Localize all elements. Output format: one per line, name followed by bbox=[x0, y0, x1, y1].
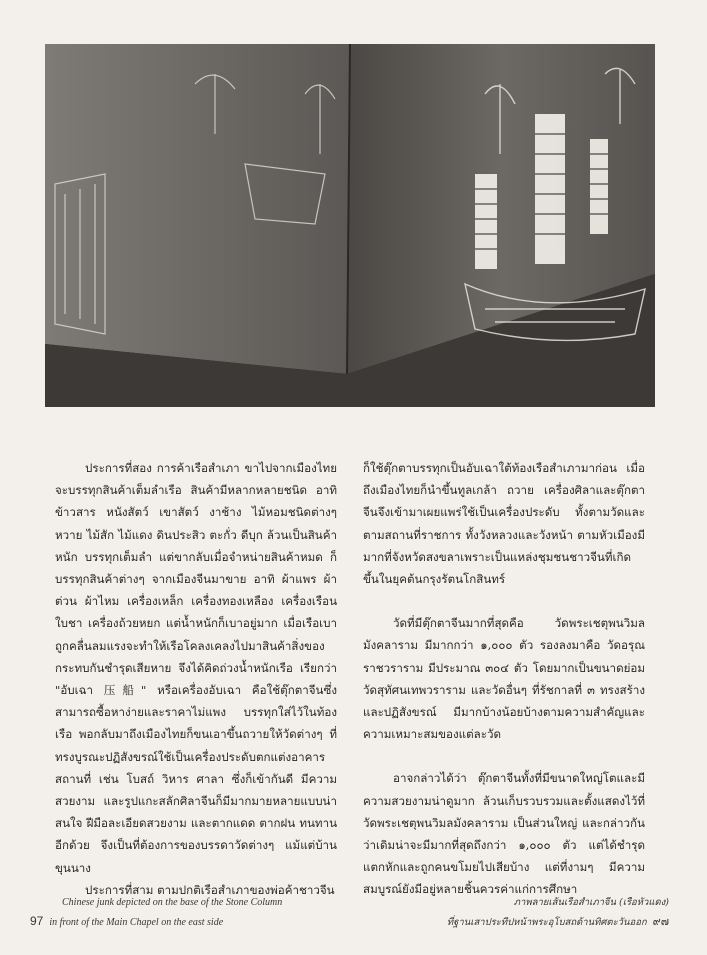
paragraph: อาจกล่าวได้ว่า ตุ๊กตาจีนทั้งที่มีขนาดใหญ่โตและมีความสวยงามน่าดูมาก ล้วนเก็บรวบรวมและตั้งแสดงไว้ที่วัดพระเชตุพนวิมลมังคลาราม เป็นส่วนใหญ่ และกล่าวกันว่าเดิมน่าจะมีมากที่สุดถึงกว่า ๑,๐๐๐ ตัว แต่ได้ชำรุดแตกหักและถูกคนขโมยไปเสียบ้าง แต่ที่งามๆ มีความสมบูรณ์ยังมีอยู่หลายชิ้นควรค่าแก่การศึกษา bbox=[363, 771, 645, 897]
paragraph: ก็ใช้ตุ๊กตาบรรทุกเป็นอับเฉาใต้ท้องเรือสำเภามาก่อน เมื่อถึงเมืองไทยก็นำขึ้นทูลเกล้า ถวาย เครื่องศิลาและตุ๊กตาจีนจึงเข้ามาเผยแพร่ใช้เป็นเครื่องประดับ ทั้งตามวัดและตามสถานที่ราชการ ทั้งวังหลวงและวังหน้า ตามหัวเมืองมีมากที่จังหวัดสงขลาเพราะเป็นแหล่งชุมชนชาวจีนที่เกิดขึ้นในยุคต้นกรุงรัตนโกสินทร์ bbox=[363, 461, 645, 587]
paragraph: ประการที่สอง การค้าเรือสำเภา ขาไปจากเมืองไทย จะบรรทุกสินค้าเต็มลำเรือ สินค้ามีหลากหลายชนิด อาทิ ข้าวสาร หนังสัตว์ เขาสัตว์ งาช้าง ไม้หอมชนิดต่างๆ หวาย ไม้สัก ไม้แดง ดินประสิว ตะกั่ว ดีบุก ล้วนเป็นสินค้าหนัก บรรทุกเต็มลำ แต่ขากลับเมื่อจำหน่ายสินค้าหมด ก็บรรทุกสินค้าต่างๆ จากเมืองจีนมาขาย อาทิ ผ้าแพร ผ้าต่วน ผ้าไหม เครื่องเหล็ก เครื่องทองเหลือง เครื่องเรือน ใบชา เครื่องถ้วยหยก แต่น้ำหนักก็เบาอยู่มาก เมื่อเรือเบาถูกคลื่นลมแรงจะทำให้เรือโคลงเคลงไปมาสินค้าสิ่งของกระทบกันชำรุดเสียหาย จึงได้คิดถ่วงน้ำหนักเรือ เรียกว่า "อับเฉา 压船" หรือเครื่องอับเฉา คือใช้ตุ๊กตาจีนซึ่งสามารถซื้อหาง่ายและราคาไม่แพง บรรทุกใส่ไว้ในท้องเรือ พอกลับมาถึงเมืองไทยก็ขนเอาขึ้นถวายให้วัดต่างๆ ที่ทรงบูรณะปฏิสังขรณ์ใช้เป็นเครื่องประดับตกแต่งอาคารสถานที่ เช่น โบสถ์ วิหาร ศาลา ซึ่งก็เข้ากันดี มีความสวยงาม และรูปแกะสลักศิลาจีนก็มีมากมายหลายแบบน่าสนใจ ฝีมือละเอียดสวยงาม และตากแดด ตากฝน ทนทานอีกด้วย จึงเป็นที่ต้องการของบรรดาวัดต่างๆ แม้แต่บ้านขุนนาง bbox=[55, 461, 337, 875]
page-number: 97 bbox=[30, 914, 44, 928]
thai-caption bbox=[349, 893, 669, 932]
paragraph: ประการที่สาม ตามปกติเรือสำเภาของพ่อค้าชาวจีน bbox=[85, 882, 335, 897]
left-text-column bbox=[55, 457, 337, 901]
page-number-thai: ๙๗ bbox=[652, 915, 669, 928]
paragraph: วัดที่มีตุ๊กตาจีนมากที่สุดคือ วัดพระเชตุพนวิมลมังคลาราม มีมากกว่า ๑,๐๐๐ ตัว รองลงมาคือ วัดอรุณราชวราราม มีประมาณ ๓๐๔ ตัว โดยมากเป็นขนาดย่อม วัดสุทัศนเทพวราราม และวัดอื่นๆ ที่รัชกาลที่ ๓ ทรงสร้างและปฏิสังขรณ์ มีมากบ้างน้อยบ้างตามความสำคัญและความเหมาะสมของแต่ละวัด bbox=[363, 616, 645, 742]
right-text-column bbox=[363, 457, 645, 901]
junk-carving-image bbox=[45, 44, 655, 407]
stone-column-photo bbox=[45, 44, 655, 407]
caption-line: ภาพลายเส้นเรือสำเภาจีน (เรือหัวแดง) bbox=[513, 897, 669, 908]
caption-line: in front of the Main Chapel on the east side bbox=[49, 917, 224, 928]
caption-line: Chinese junk depicted on the base of the Stone Column bbox=[62, 897, 283, 908]
english-caption bbox=[30, 893, 330, 932]
caption-line: ที่ฐานเสาประทีปหน้าพระอุโบสถด้านทิศตะวันออก bbox=[446, 917, 647, 928]
